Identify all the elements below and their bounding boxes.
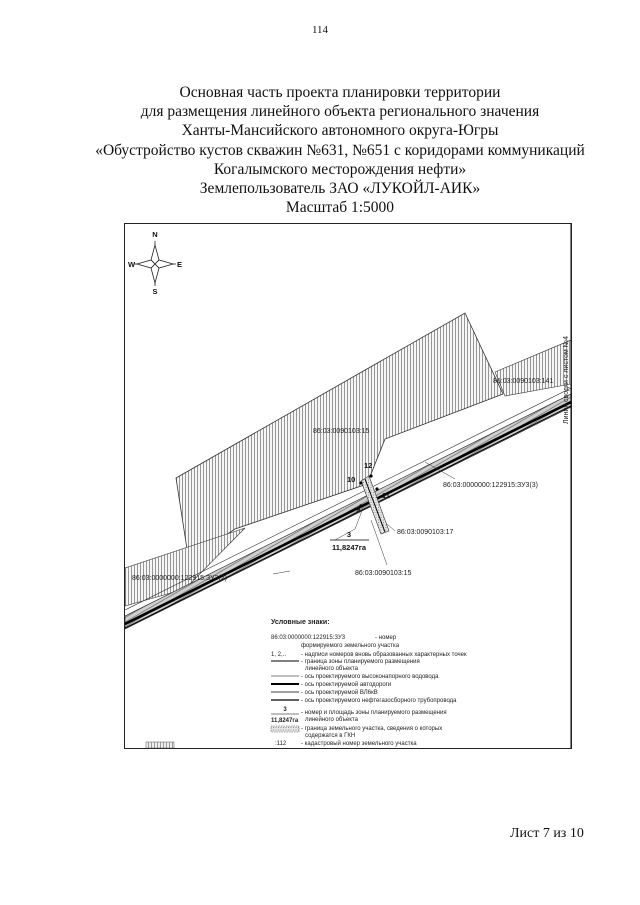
- legend-cadastral-symbol: :112: [275, 741, 287, 747]
- compass-s: S: [152, 287, 158, 296]
- legend-item: - ось проектируемого высоконапорного водовода: [301, 674, 439, 680]
- point-label-10: 10: [347, 475, 356, 484]
- legend-example-suffix: - номер: [375, 635, 397, 641]
- legend-item: - ось проектируемой ВЛ6кВ: [301, 690, 378, 696]
- compass-n: N: [152, 230, 158, 239]
- zone-label-2: 86:03:0000000:122915:ЗУ3(2): [132, 575, 228, 582]
- parcel-label-17: 86:03:0090103:17: [397, 529, 454, 536]
- legend-item: содержатся в ГКН: [305, 733, 356, 739]
- match-line-label: Линия сводки с листом №4: [563, 335, 570, 424]
- legend-example-number: 86:03:0000000:122915:ЗУ3: [271, 635, 346, 641]
- title-line: «Обустройство кустов скважин №631, №651 с коридорами коммуникаций: [95, 141, 585, 159]
- legend-item: - граница земельного участка, сведения о которых: [301, 726, 443, 732]
- compass-e: E: [177, 260, 183, 269]
- point-label-11: 11: [382, 491, 390, 500]
- page-number: 114: [311, 24, 329, 36]
- zone-number: 3: [346, 530, 352, 539]
- point-label-12: 12: [364, 461, 373, 470]
- legend-title: Условные знаки:: [271, 619, 330, 626]
- sheet-label: Лист 7 из 10: [510, 826, 584, 841]
- legend-example-desc: формируемого земельного участка: [301, 643, 400, 649]
- parcel-label-141: 86:03:0090103:141: [493, 378, 554, 385]
- title-line: Ханты-Мансийского автономного округа-Югры: [181, 122, 499, 140]
- compass-rose-icon: [128, 230, 182, 296]
- legend-item: - кадастровый номер земельного участка: [301, 741, 417, 747]
- parcel-label-15-lower: 86:03:0090103:15: [355, 570, 412, 577]
- planning-map: [125, 224, 571, 748]
- scale-line: Масштаб 1:5000: [285, 199, 395, 217]
- point-label-9: 9: [356, 505, 361, 514]
- parcel-label-15-upper: 86:03:0090103:15: [313, 428, 370, 435]
- legend-item: - граница зоны планируемого размещения: [301, 659, 420, 665]
- zone-area: 11,8247га: [332, 543, 366, 552]
- legend-zone-area: 11,8247га: [271, 718, 299, 724]
- legend-item: - ось проектируемой автодороги: [301, 682, 392, 688]
- legend-item: линейного объекта: [305, 666, 358, 672]
- compass-w: W: [128, 260, 136, 269]
- legend: [271, 619, 467, 747]
- document-title: [40, 83, 640, 217]
- legend-item: - номер и площадь зоны планируемого размещения: [301, 710, 447, 716]
- map-frame: [124, 223, 572, 749]
- legend-item: - ось проектируемого нефтегазосборного трубопровода: [301, 698, 457, 704]
- title-line: для размещения линейного объекта регионального значения: [140, 103, 540, 121]
- legend-item: - надписи номеров вновь образованных характерных точек: [301, 652, 467, 658]
- zone-label-3: 86:03:0000000:122915:ЗУ3(3): [443, 482, 539, 489]
- title-line: Основная часть проекта планировки территории: [179, 84, 501, 101]
- title-line: Когалымского месторождения нефти»: [213, 160, 467, 178]
- legend-item: линейного объекта: [305, 717, 358, 723]
- legend-continuation: [124, 740, 424, 770]
- legend-points-symbol: 1, 2,..: [271, 652, 287, 658]
- parcel-hatched-right: [495, 340, 571, 396]
- title-line: Землепользователь ЗАО «ЛУКОЙЛ-АИК»: [199, 180, 481, 198]
- legend-zone-number: 3: [283, 707, 287, 713]
